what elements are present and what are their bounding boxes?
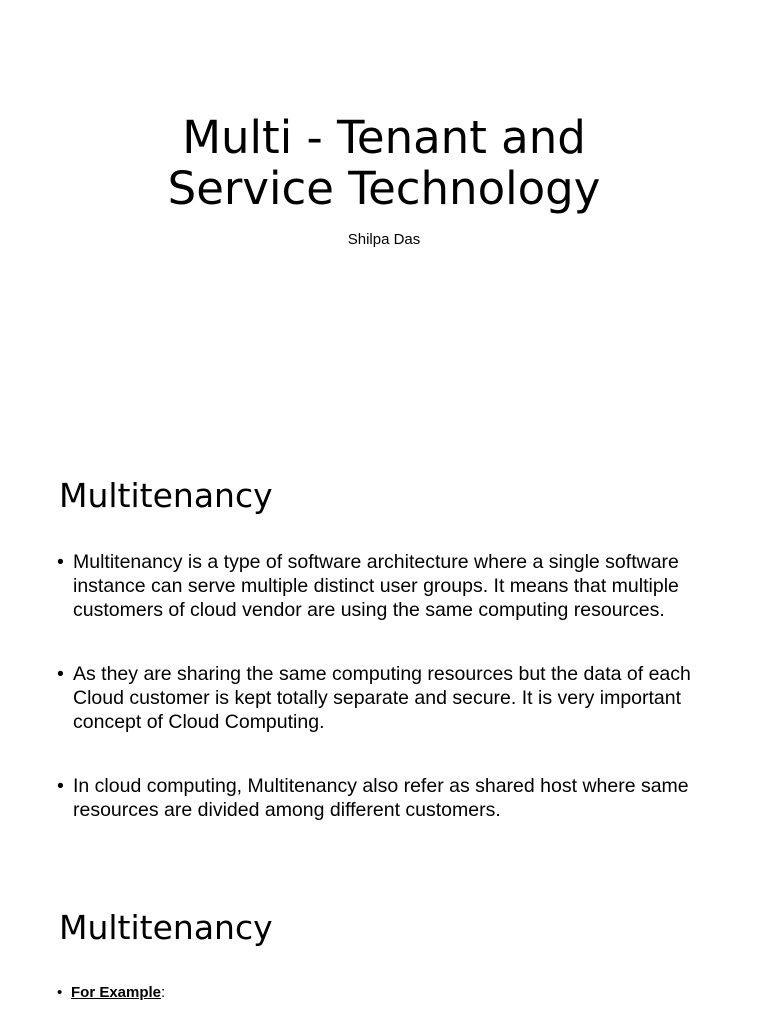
bullet-item: [57, 774, 697, 822]
title-slide: [0, 0, 768, 430]
title-line-2: Service Technology: [167, 162, 601, 215]
bullet-text: Multitenancy is a type of software architecture where a single software instance can serve multiple distinct user groups. It means that multiple customers of cloud vendor are using the same computing resources.: [73, 551, 679, 621]
bullet-marker: •: [57, 984, 63, 1001]
example-colon: :: [161, 984, 166, 1001]
example-bullet-list: [57, 982, 697, 1004]
slide-heading-multitenancy-2: Multitenancy: [59, 908, 273, 947]
bullet-text: In cloud computing, Multitenancy also refer as shared host where same resources are divided among different customers.: [73, 775, 689, 821]
presentation-title: [0, 112, 768, 214]
multitenancy-bullet-list: [57, 550, 697, 822]
bullet-marker: •: [57, 551, 64, 573]
slide-heading-multitenancy: Multitenancy: [59, 476, 273, 515]
bullet-text: As they are sharing the same computing resources but the data of each Cloud customer is kept totally separate and secure. It is very important concept of Cloud Computing.: [73, 663, 691, 733]
bullet-item: [57, 982, 697, 1004]
bullet-item: [57, 662, 697, 734]
title-line-1: Multi - Tenant and: [182, 111, 586, 164]
bullet-marker: •: [57, 775, 64, 797]
bullet-marker: •: [57, 663, 64, 685]
bullet-item: [57, 550, 697, 622]
author-name: Shilpa Das: [347, 231, 421, 248]
example-label: For Example: [71, 984, 162, 1001]
